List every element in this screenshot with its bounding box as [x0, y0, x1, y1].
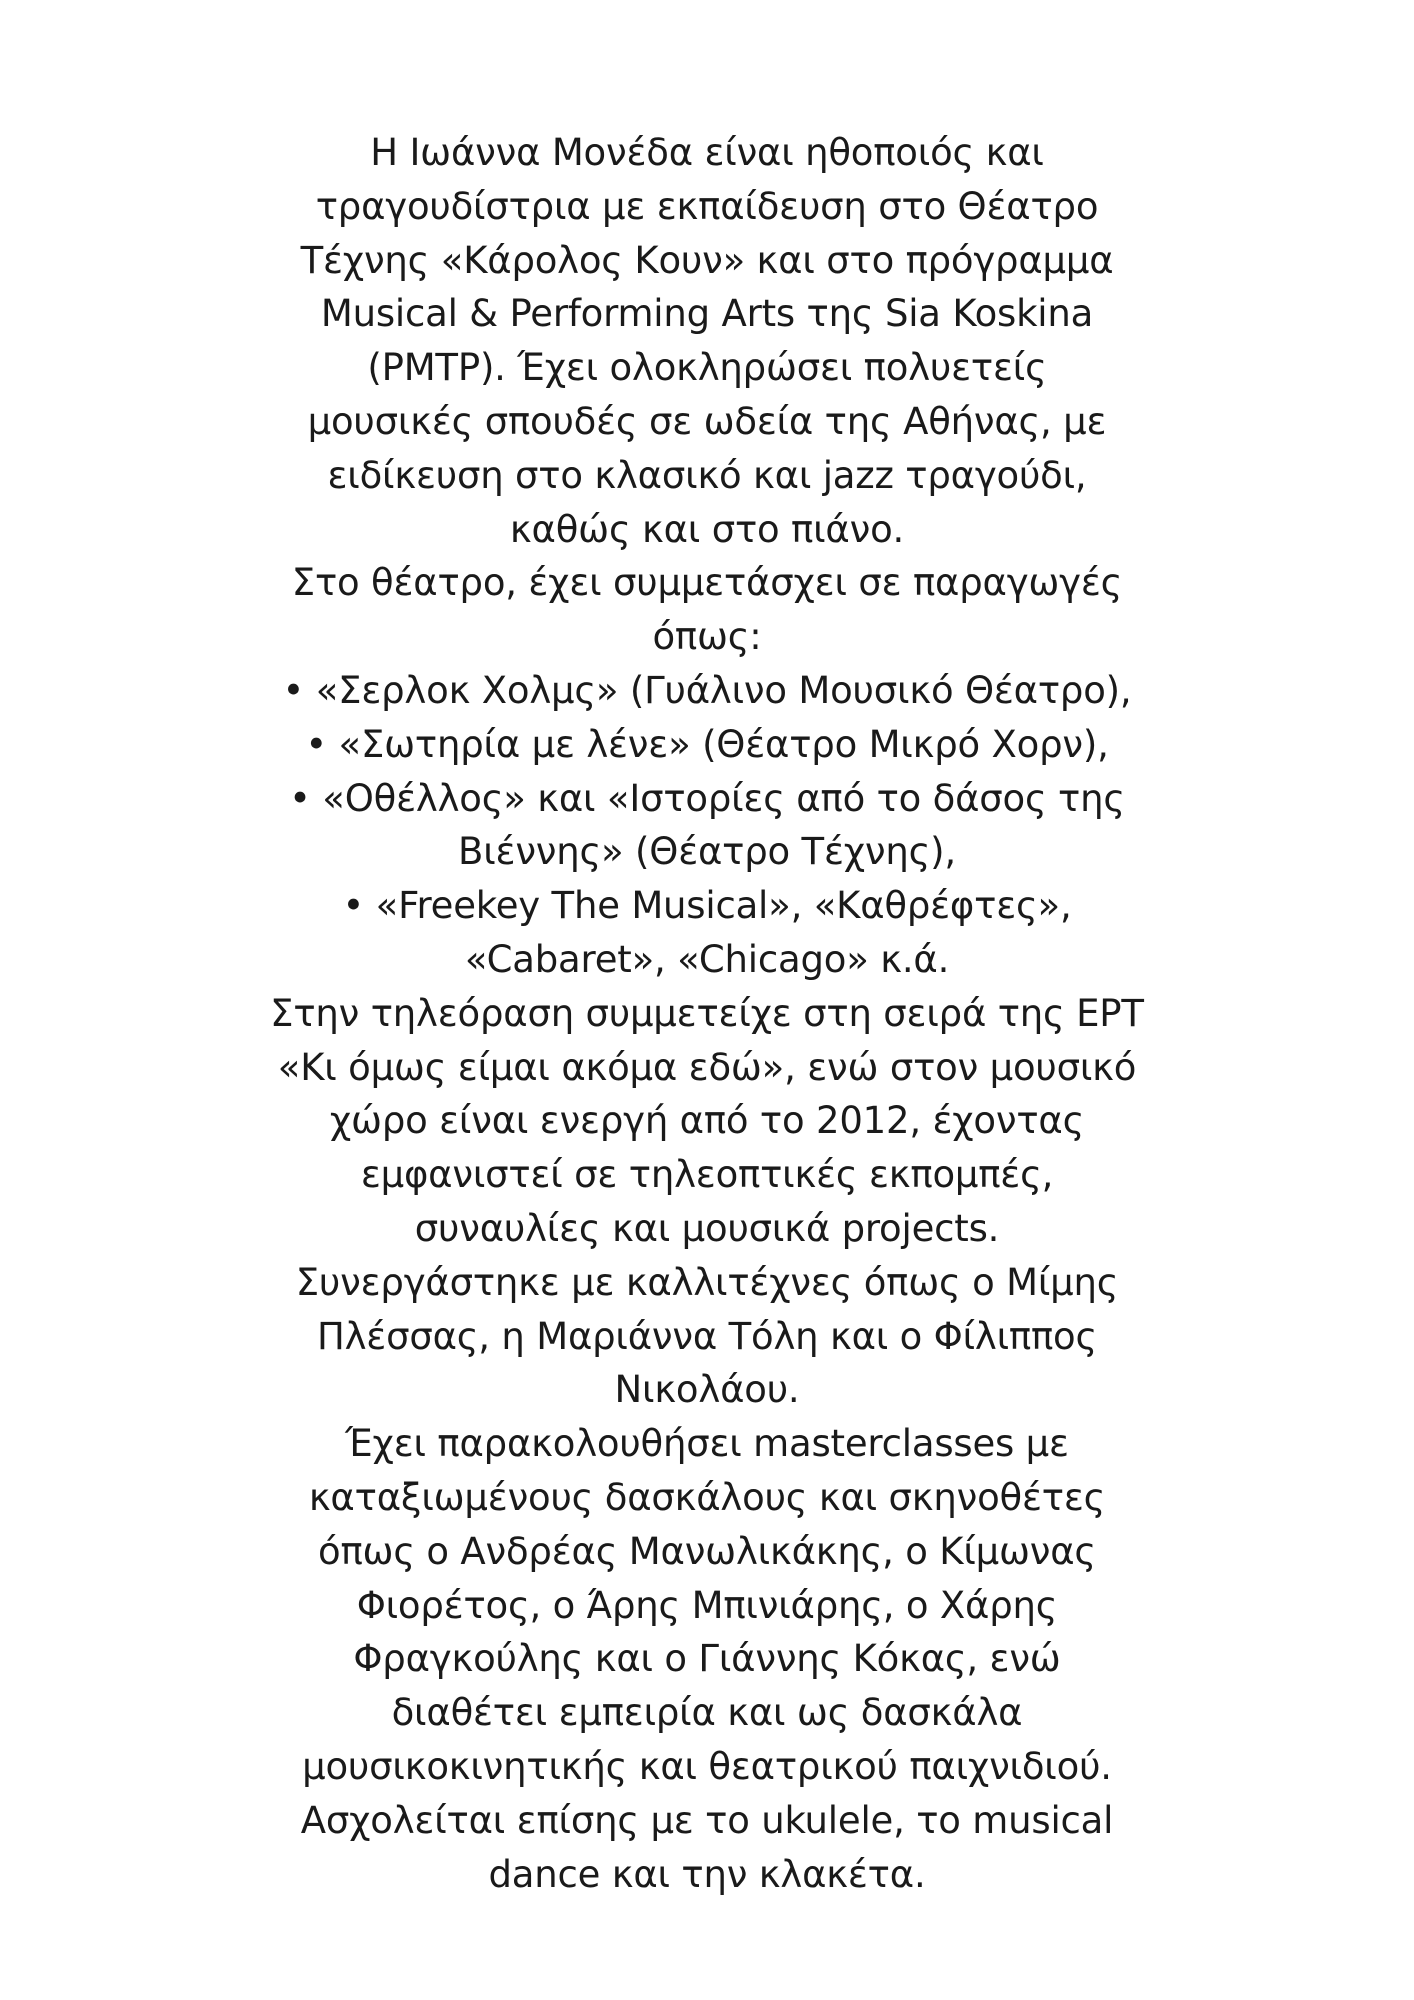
- bio-line: όπως:: [652, 615, 762, 659]
- bio-line: συναυλίες και μουσικά projects.: [414, 1206, 1000, 1250]
- bio-line: Musical & Performing Arts της Sia Koskina: [320, 292, 1094, 336]
- bio-text-block: [0, 126, 1414, 1901]
- bio-line: Νικολάου.: [614, 1368, 800, 1412]
- bio-line: τραγουδίστρια με εκπαίδευση στο Θέατρο: [315, 184, 1099, 228]
- bio-line: χώρο είναι ενεργή από το 2012, έχοντας: [329, 1099, 1085, 1143]
- bio-line: Πλέσσας, η Μαριάννα Τόλη και ο Φίλιππος: [316, 1314, 1098, 1358]
- bio-line: «Κι όμως είμαι ακόμα εδώ», ενώ στον μουσικό: [277, 1045, 1137, 1089]
- bio-line: (PMTP). Έχει ολοκληρώσει πολυετείς: [367, 346, 1047, 390]
- bio-line: Βιέννης» (Θέατρο Τέχνης),: [458, 830, 956, 874]
- bio-line: Συνεργάστηκε με καλλιτέχνες όπως ο Μίμης: [295, 1260, 1119, 1304]
- bio-line: καταξιωμένους δασκάλους και σκηνοθέτες: [308, 1475, 1106, 1519]
- bio-line: μουσικοκινητικής και θεατρικού παιχνιδιού.: [302, 1744, 1112, 1788]
- bio-line: Στο θέατρο, έχει συμμετάσχει σε παραγωγές: [291, 561, 1123, 605]
- bio-line: Τέχνης «Κάρολος Κουν» και στο πρόγραμμα: [300, 238, 1114, 282]
- bio-line: • «Freekey The Musical», «Καθρέφτες»,: [342, 884, 1072, 928]
- bio-line: Φιορέτος, ο Άρης Μπινιάρης, ο Χάρης: [356, 1583, 1058, 1627]
- bio-line: Φραγκούλης και ο Γιάννης Κόκας, ενώ: [353, 1637, 1061, 1681]
- bio-line: εμφανιστεί σε τηλεοπτικές εκπομπές,: [360, 1153, 1054, 1197]
- bio-line: Έχει παρακολουθήσει masterclasses με: [345, 1422, 1069, 1466]
- bio-line: καθώς και στο πιάνο.: [509, 507, 905, 551]
- bio-line: ειδίκευση στο κλασικό και jazz τραγούδι,: [327, 453, 1087, 497]
- bio-line: Η Ιωάννα Μονέδα είναι ηθοποιός και: [370, 131, 1044, 174]
- bio-line: Ασχολείται επίσης με το ukulele, το musical: [300, 1798, 1114, 1842]
- bio-line: μουσικές σπουδές σε ωδεία της Αθήνας, με: [307, 399, 1107, 443]
- bio-line: • «Οθέλλος» και «Ιστορίες από το δάσος της: [289, 776, 1125, 820]
- bio-line: όπως ο Ανδρέας Μανωλικάκης, ο Κίμωνας: [318, 1529, 1096, 1573]
- bio-line: dance και την κλακέτα.: [488, 1852, 926, 1896]
- bio-line: • «Σωτηρία με λένε» (Θέατρο Μικρό Χορν),: [305, 722, 1109, 766]
- bio-line: • «Σερλοκ Χολμς» (Γυάλινο Μουσικό Θέατρο),: [282, 668, 1132, 712]
- bio-line: «Cabaret», «Chicago» κ.ά.: [464, 937, 950, 981]
- bio-line: Στην τηλεόραση συμμετείχε στη σειρά της ΕΡΤ: [270, 991, 1144, 1035]
- bio-line: διαθέτει εμπειρία και ως δασκάλα: [391, 1691, 1023, 1735]
